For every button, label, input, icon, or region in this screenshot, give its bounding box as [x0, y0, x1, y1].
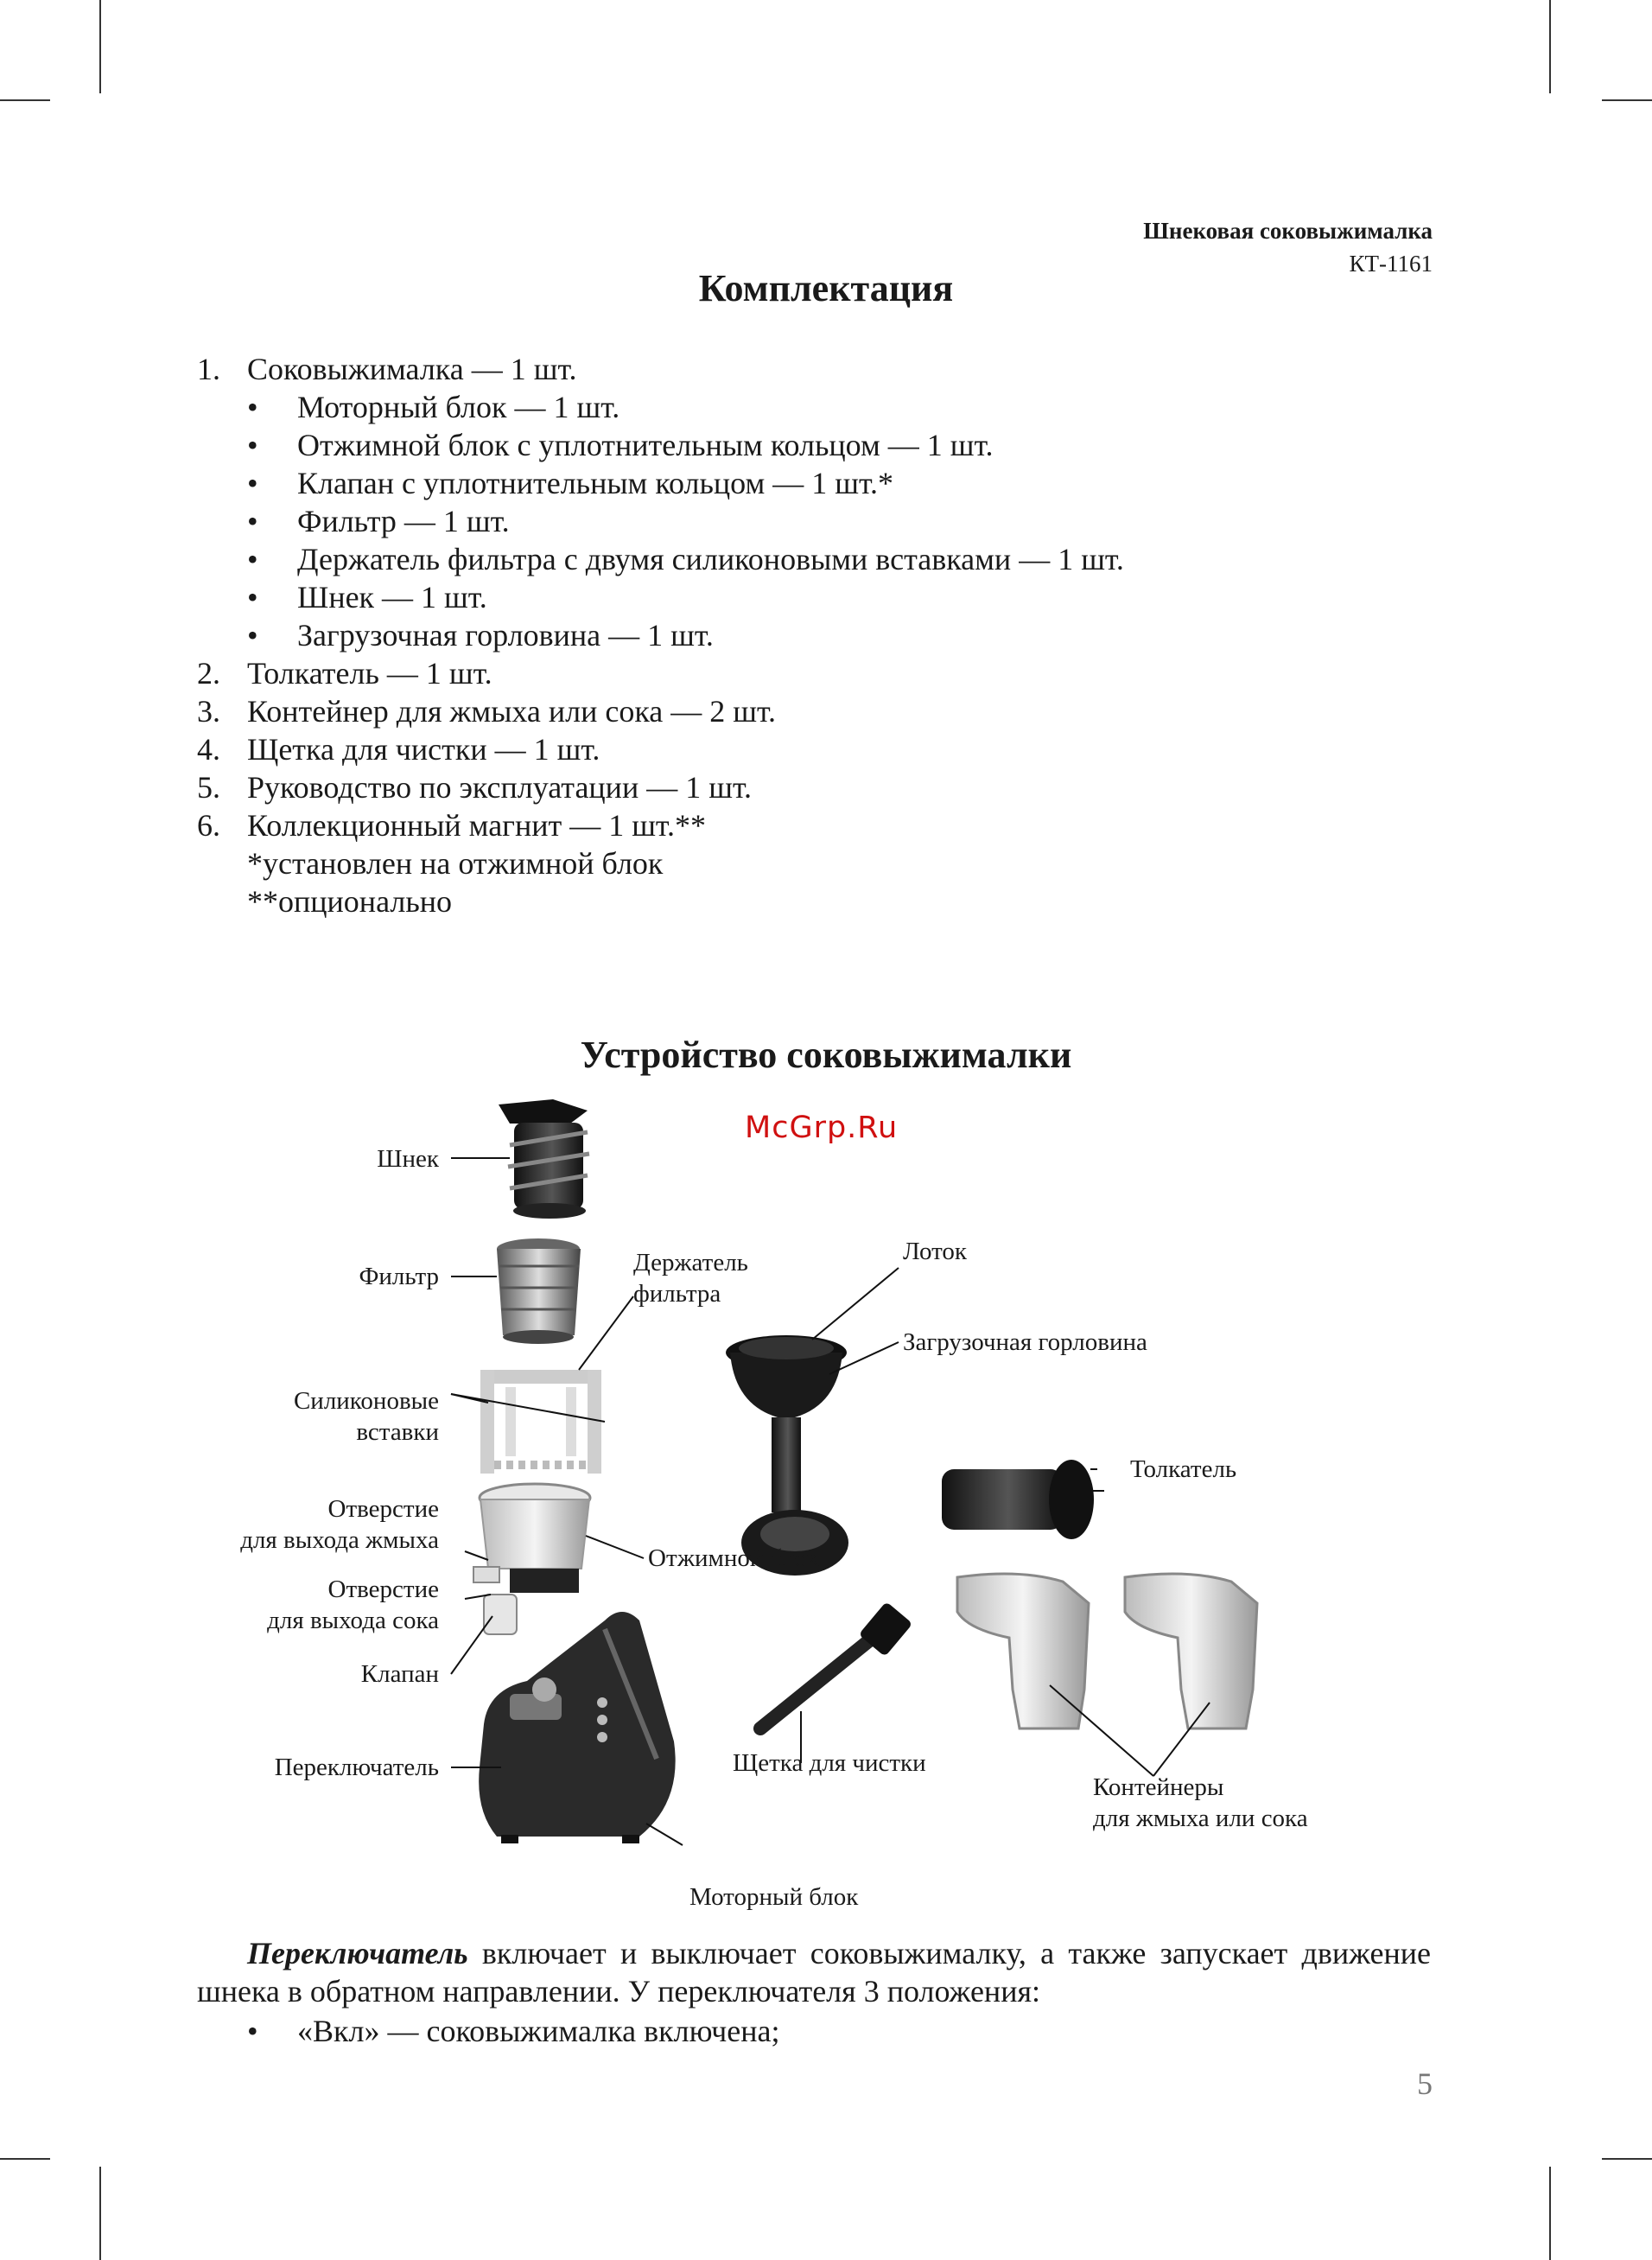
crop-mark: [1549, 2167, 1551, 2260]
label-juice-outlet: Отверстие для выхода сока: [267, 1576, 439, 1634]
label-filter: Фильтр: [359, 1263, 439, 1290]
label-feed-tube: Загрузочная горловина: [903, 1328, 1147, 1356]
switch-term: Переключатель: [247, 1936, 468, 1970]
motor-base-illustration: [479, 1612, 676, 1843]
crop-mark: [99, 0, 101, 93]
label-silicone-inserts: Силиконовые вставки: [293, 1387, 439, 1446]
crop-mark: [0, 2158, 50, 2160]
filter-illustration: [497, 1238, 581, 1344]
product-name: Шнековая соковыжималка: [1143, 218, 1433, 244]
label-auger: Шнек: [377, 1145, 439, 1173]
model-number: КТ-1161: [1349, 251, 1433, 277]
filter-holder-illustration: [480, 1370, 601, 1474]
feed-tube-illustration: [726, 1335, 848, 1576]
containers-illustration: [957, 1574, 1257, 1728]
crop-mark: [99, 2167, 101, 2260]
juicer-diagram: [0, 1085, 1652, 1914]
auger-illustration: [499, 1099, 589, 1219]
label-juicing-bowl: Отжимной блок: [648, 1544, 819, 1572]
label-pusher: Толкатель: [1130, 1455, 1237, 1483]
label-tray: Лоток: [903, 1238, 967, 1265]
label-pulp-outlet: Отверстие для выхода жмыха: [240, 1495, 439, 1554]
page-number: 5: [1417, 2066, 1433, 2101]
label-valve: Клапан: [360, 1660, 439, 1688]
section-title-device: Устройство соковыжималки: [580, 1034, 1072, 1076]
watermark: McGrp.Ru: [745, 1111, 899, 1145]
pusher-illustration: [942, 1460, 1094, 1539]
section-title-kit: Комплектация: [698, 267, 954, 309]
crop-mark: [1549, 0, 1551, 93]
juicing-bowl-illustration: [473, 1484, 590, 1634]
switch-description: Переключатель включает и выключает соковыжималку, а также запускает движение шнека в обратном направлении. У переключателя 3 положения:: [197, 1936, 1431, 2009]
label-filter-holder: Держатель фильтра: [633, 1249, 748, 1308]
crop-mark: [1602, 2158, 1652, 2160]
crop-mark: [1602, 99, 1652, 101]
label-containers: Контейнеры для жмыха или сока: [1093, 1773, 1308, 1832]
label-motor-base: Моторный блок: [689, 1883, 859, 1911]
label-brush: Щетка для чистки: [733, 1749, 926, 1777]
crop-mark: [0, 99, 50, 101]
label-switch: Переключатель: [274, 1754, 439, 1781]
brush-illustration: [760, 1601, 912, 1728]
